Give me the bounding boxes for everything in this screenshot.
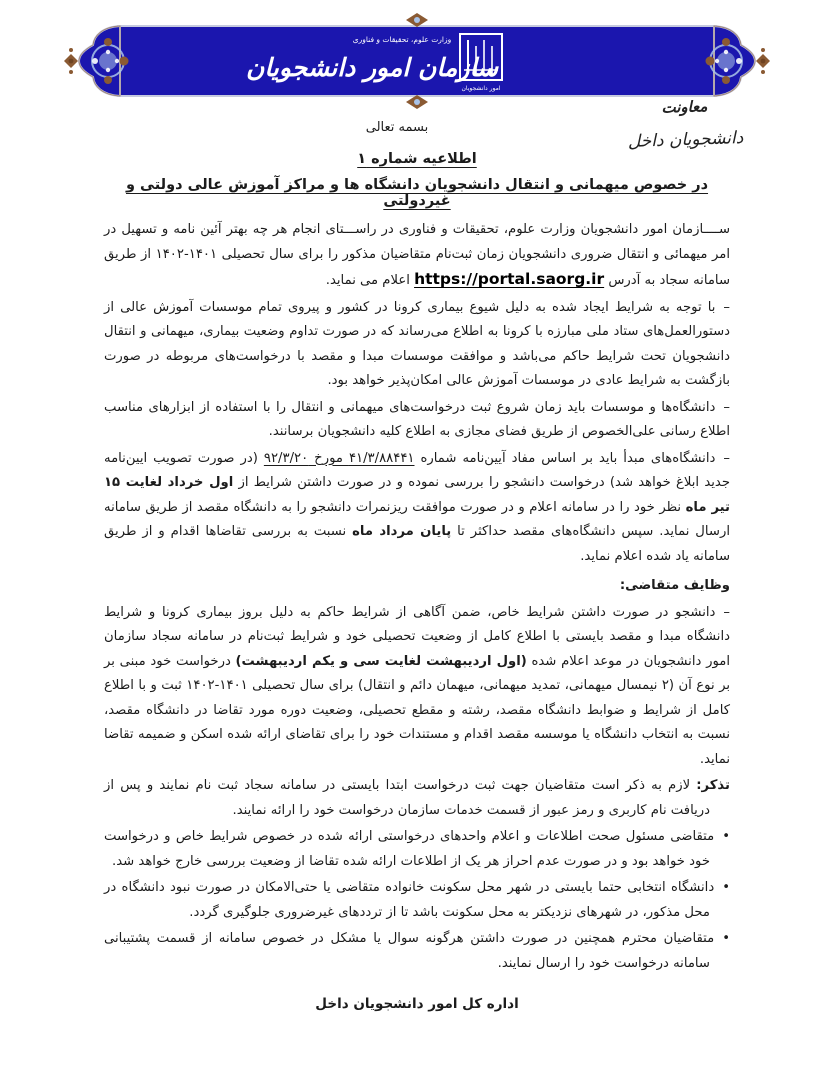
dash-item-applicant: [104, 601, 730, 773]
text-run: متقاضی مسئول صحت اطلاعات و اعلام واحدهای درخواستی ارائه شده در خصوص شرایط خاص و درخواست خود خواهد بود و در صورت عدم احراز هر یک از اطلاعات ارائه شده تقاضا از وضعیت بررسی خارج خواهد شد.: [104, 829, 715, 869]
dash-marker: –: [723, 604, 730, 620]
announcement-title: اطلاعیه شماره ۱: [357, 151, 477, 167]
dash-item-deadlines: [104, 447, 730, 570]
document-body: [104, 218, 730, 976]
ministry-label: وزارت علوم، تحقیقات و فناوری: [352, 35, 452, 44]
text-run: اول خرداد لغایت ۱۵ تیر ماه: [104, 475, 730, 515]
banner-ornament-left: [64, 26, 129, 96]
bismillah: بسمه تعالی: [365, 120, 429, 135]
text-run: اعلام می نماید.: [325, 273, 415, 288]
intro-paragraph: [104, 218, 730, 294]
text-run: نسبت به بررسی تقاضاها اقدام و از طریق سامانه یاد شده اعلام نماید.: [104, 524, 730, 564]
notice-paragraph: [104, 774, 730, 823]
text-run: با توجه به شرایط ایجاد شده به دلیل شیوع بیماری کرونا در کشور و پیروی تمام موسسات آموزش عالی از دستورالعمل‌های ستاد ملی مبارزه با کرونا به اطلاع می‌رساند که در صورت تداوم وضعیت بیماری، میهمانی و انتقال دانشجویان تحت شرایط حاکم می‌باشد و موافقت موسسات مبدا و مقصد با درخواست‌های مربوطه در صورت بازگشت به شرایط عادی در موسسات آموزش عالی امکان‌پذیر خواهد بود.: [104, 299, 730, 388]
bullet-item-university-choice: [104, 876, 730, 925]
text-run: دانشگاه انتخابی حتما بایستی در شهر محل سکونت خانواده متقاضی یا حتی‌الامکان در صورت نبود دانشگاه در محل مذکور، در شهرهای نزدیکتر به محل سکونت باشد تا از ترددهای غیرضروری جلوگیری گردد.: [104, 880, 715, 920]
annotation-line1: معاونت: [661, 97, 708, 117]
banner-ornament-top: [406, 13, 428, 27]
portal-link[interactable]: https://portal.saorg.ir: [414, 270, 605, 288]
header-banner: [62, 12, 772, 112]
dash-item-corona: [104, 296, 730, 394]
text-run: ۴۱/۳/۸۸۴۴۱ مورخ ۹۲/۳/۲۰: [263, 450, 415, 466]
text-run: لازم به ذکر است متقاضیان جهت ثبت درخواست ابتدا بایستی در سامانه سجاد ثبت نام نمایند و پس از دریافت نام کاربری و رمز عبور از قسمت خدمات سازمان درخواست خود را ارائه نمایند.: [104, 778, 710, 818]
letter: [104, 120, 730, 1012]
text-run: دانشجو در صورت داشتن شرایط خاص، ضمن آگاهی از شرایط حاکم به دلیل بروز بیماری کرونا و شرایط دانشگاه مبدا و مقصد بایستی با اطلاع کامل از وضعیت تحصیلی خود و شرایط ثبت‌نام در سامانه سجاد سازمان امور دانشجویان در موعد اعلام شده: [104, 604, 730, 669]
dash-marker: –: [723, 299, 730, 315]
bullet-marker: •: [722, 880, 730, 895]
text-run: ســــازمان امور دانشجویان وزارت علوم، تحقیقات و فناوری در راســـتای انجام هر چه بهتر آئین نامه و تسهیل در امر میهمائی و انتقال ضروری دانشجویان زمان ثبت‌نام متقاضیان مذکور را برای سال تحصیلی ۱۴۰۱-۱۴۰۲ از طریق سامانه سجاد به آدرس: [104, 222, 730, 288]
text-run: متقاضیان محترم همچنین در صورت داشتن هرگونه سوال یا مشکل در خصوص سامانه از قسمت پشتیبانی سامانه درخواست خود را ارسال نمایند.: [104, 931, 715, 971]
banner-ornament-bottom: [406, 95, 428, 109]
bullet-marker: •: [722, 829, 730, 844]
org-name-calligraphy: سازمان امور دانشجویان: [245, 53, 499, 82]
text-run: پایان مرداد ماه: [352, 524, 452, 539]
dash-marker: –: [723, 399, 730, 415]
text-run: دانشگاه‌های مبدأ باید بر اساس مفاد آیین‌نامه شماره: [414, 450, 716, 466]
duties-heading: [104, 574, 730, 599]
text-run: درخواست خود مبنی بر بر نوع آن (۲ نیمسال میهمانی، تمدید میهمانی، میهمان دائم و انتقال) برای سال تحصیلی ۱۴۰۱-۱۴۰۲ ثبت و با اطلاع کامل از شرایط و ضوابط دانشگاه مقصد، رشته و مقطع تحصیلی، وضعیت دوره مورد تقاضا در دانشگاه مقصد، نسبت به انتخاب دانشگاه یا موسسه مقصد اقدام و مستندات خود را برای تقاضای ارائه شده اسکن و ضمیمه تقاضا نماید.: [104, 653, 731, 767]
dash-item-inform: [104, 396, 730, 445]
logo-caption: امور دانشجویان: [461, 85, 501, 92]
annotation-line2: دانشجویان داخل: [627, 127, 744, 152]
bullet-item-support: [104, 927, 730, 976]
text-run: وظایف متقاضی:: [619, 578, 730, 593]
text-run: (اول اردیبهشت لغایت سی و یکم اردیبهشت): [235, 653, 527, 669]
text-run: نظر خود را در سامانه اعلام و در صورت موافقت ریزنمرات دانشجو را به دانشگاه مقصد از طریق سامانه ارسال نماید. سپس دانشگاه‌های مقصد حداکثر تا: [104, 499, 730, 539]
banner-ornament-right: [706, 26, 771, 96]
text-run: تذکر:: [696, 778, 730, 793]
text-run: دانشگاه‌ها و موسسات باید زمان شروع ثبت درخواست‌های میهمانی و انتقال را با استفاده از ابزارهای مناسب اطلاع رسانی علی‌الخصوص از طریق فضای مجازی به اطلاع کلیه دانشجویان برسانند.: [104, 399, 730, 439]
dash-marker: –: [723, 450, 730, 466]
signature: اداره کل امور دانشجویان داخل: [315, 996, 519, 1012]
text-run: (در صورت تصویب ایین‌نامه جدید ابلاغ خواهد شد) درخواست دانشجو را بررسی نموده و در صورت داشتن شرایط از: [104, 450, 730, 490]
bullet-marker: •: [722, 931, 730, 946]
announcement-subtitle: در خصوص میهمانی و انتقال دانشجویان دانشگاه ها و مراکز آموزش عالی دولتی و غیردولتی: [125, 177, 709, 209]
bullet-item-responsibility: [104, 825, 730, 874]
